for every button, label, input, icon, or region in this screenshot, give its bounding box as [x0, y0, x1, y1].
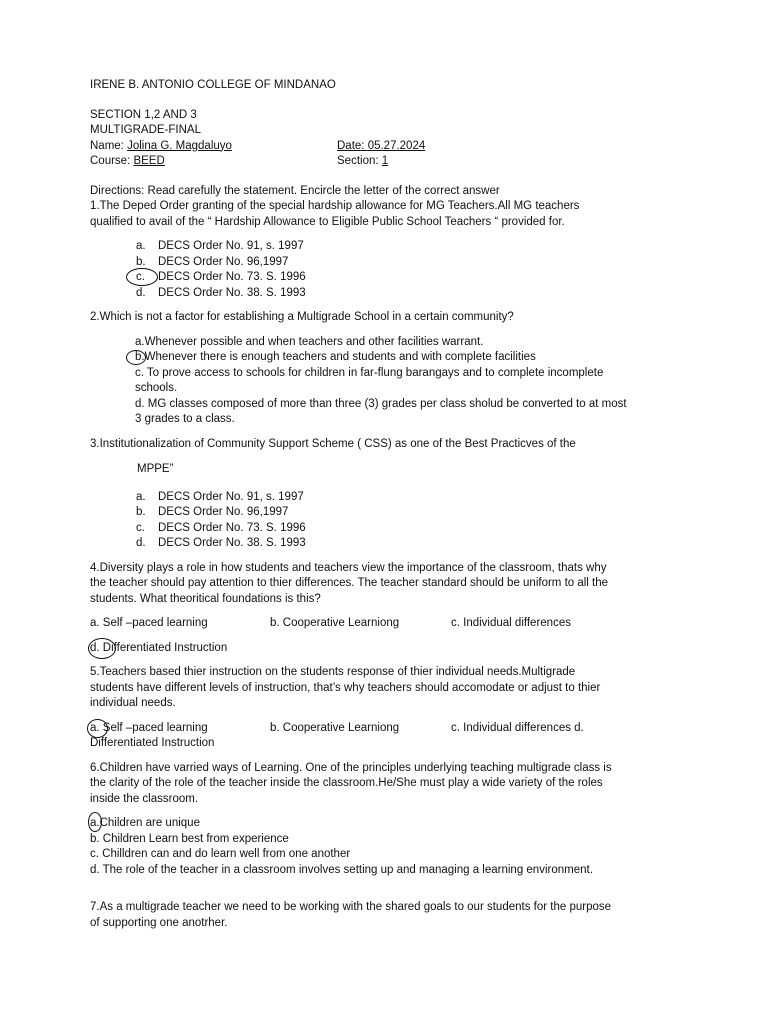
q4-option-b: b. Cooperative Learniong — [270, 617, 400, 629]
q1-option-d: d. DECS Order No. 38. S. 1993 — [136, 286, 306, 299]
answer-circle-mark — [126, 350, 146, 365]
q1-options — [136, 239, 680, 301]
q1-option-b: b. DECS Order No. 96,1997 — [136, 255, 289, 268]
q5-stem-line3: individual needs. — [90, 697, 176, 709]
q5-option-d: Differentiated Instruction — [90, 737, 215, 749]
q5-stem-line1: 5.Teachers based thier instruction on the students response of thier individual needs.Multigrade — [90, 666, 576, 678]
q3-stem-line1: 3.Institutionalization of Community Support Scheme ( CSS) as one of the Best Practicves of the — [90, 437, 576, 450]
q6-stem-line2: the clarity of the role of the teacher inside the classroom.He/She must play a wide variety of the roles — [90, 777, 603, 789]
q7-stem-line1: 7.As a multigrade teacher we need to be working with the shared goals to our students for the purpose — [90, 901, 612, 913]
q2-stem: 2.Which is not a factor for establishing a Multigrade School in a certain community? — [90, 311, 514, 323]
q2-option-c-line2: schools. — [135, 382, 178, 394]
q4-option-a: a. Self –paced learning — [90, 617, 208, 629]
date-label: Date: — [337, 139, 368, 152]
answer-circle-mark — [126, 268, 158, 286]
q6-option-c: c. Chilldren can and do learn well from one another — [90, 848, 351, 860]
answer-circle-mark — [88, 812, 102, 832]
q5-stem-line2: students have different levels of instruction, that’s why teachers should accomodate or adjust to thier — [90, 681, 601, 694]
q5-option-a: a. Self –paced learning — [90, 721, 208, 734]
q6-option-b: b. Children Learn best from experience — [90, 832, 289, 845]
q1-stem-line2: qualified to avail of the “ Hardship Allowance to Eligible Public School Teachers “ provided for. — [90, 215, 565, 228]
q2-option-d-line1: d. MG classes composed of more than three (3) grades per class sholud be converted to at most — [135, 397, 627, 410]
directions: Directions: Read carefully the statement. Encircle the letter of the correct answer — [90, 184, 500, 197]
q4-choices-row — [90, 616, 680, 632]
q2-option-b: b.Whenever there is enough teachers and students and with complete facilities — [135, 350, 680, 366]
q6-stem-line3: inside the classroom. — [90, 792, 199, 805]
q2-option-a: a.Whenever possible and when teachers and other facilities warrant. — [135, 335, 484, 348]
q6-stem-line1: 6.Children have varried ways of Learning. One of the principles underlying teaching multigrade class is — [90, 761, 612, 774]
q6-option-a: a.Children are unique — [90, 816, 680, 832]
q2-options — [135, 335, 680, 428]
exam-title: MULTIGRADE-FINAL — [90, 124, 201, 136]
section-label: Section: — [337, 155, 382, 167]
q6-option-d: d. The role of the teacher in a classroom involves setting up and managing a learning environment. — [90, 863, 593, 876]
q3-option-c: c. DECS Order No. 73. S. 1996 — [136, 521, 306, 534]
answer-circle-mark — [87, 719, 108, 738]
q2-option-c-line1: c. To prove access to schools for children in far-flung barangays and to complete incomplete — [135, 366, 604, 379]
name-label: Name: — [90, 139, 128, 152]
q1-option-c: c. DECS Order No. 73. S. 1996 — [136, 270, 680, 286]
course-value: BEED — [133, 155, 165, 167]
name-date-row — [90, 139, 680, 155]
exam-date: 05.27.2024 — [367, 139, 426, 152]
q3-stem-line2: MPPE” — [137, 463, 174, 475]
q1-option-a: a. DECS Order No. 91, s. 1997 — [136, 240, 304, 252]
q3-option-a: a. DECS Order No. 91, s. 1997 — [136, 490, 304, 503]
q3-option-d: d. DECS Order No. 38. S. 1993 — [136, 537, 306, 549]
course-section-row — [90, 154, 680, 170]
course-label: Course: — [90, 155, 134, 167]
q4-stem-line2: the teacher should pay attention to thier differences. The teacher standard should be uniform to all the — [90, 577, 609, 589]
q4-option-c: c. Individual differences — [451, 617, 571, 629]
q3-options — [136, 490, 680, 552]
q1-stem-line1: 1.The Deped Order granting of the special hardship allowance for MG Teachers.All MG teachers — [90, 200, 580, 212]
student-name: Jolina G. Magdaluyo — [127, 139, 232, 152]
q3-option-b: b. DECS Order No. 96,1997 — [136, 506, 289, 518]
school-name: IRENE B. ANTONIO COLLEGE OF MINDANAO — [90, 79, 336, 91]
answer-circle-mark — [88, 638, 116, 659]
q4-stem-line1: 4.Diversity plays a role in how students and teachers view the importance of the classroom, thats why — [90, 561, 607, 574]
section-value: 1 — [381, 155, 389, 167]
section-line: SECTION 1,2 AND 3 — [90, 108, 197, 121]
q4-option-d: d. Differentiated Instruction — [90, 641, 680, 657]
q5-choices-row — [90, 721, 680, 737]
q5-option-b: b. Cooperative Learniong — [270, 721, 400, 734]
q2-option-d-line2: 3 grades to a class. — [135, 413, 235, 425]
q5-option-c: c. Individual differences d. — [451, 721, 584, 734]
q4-stem-line3: students. What theoritical foundations is this? — [90, 592, 321, 605]
exam-document — [90, 78, 680, 931]
q7-stem-line2: of supporting one anotrher. — [90, 916, 228, 929]
